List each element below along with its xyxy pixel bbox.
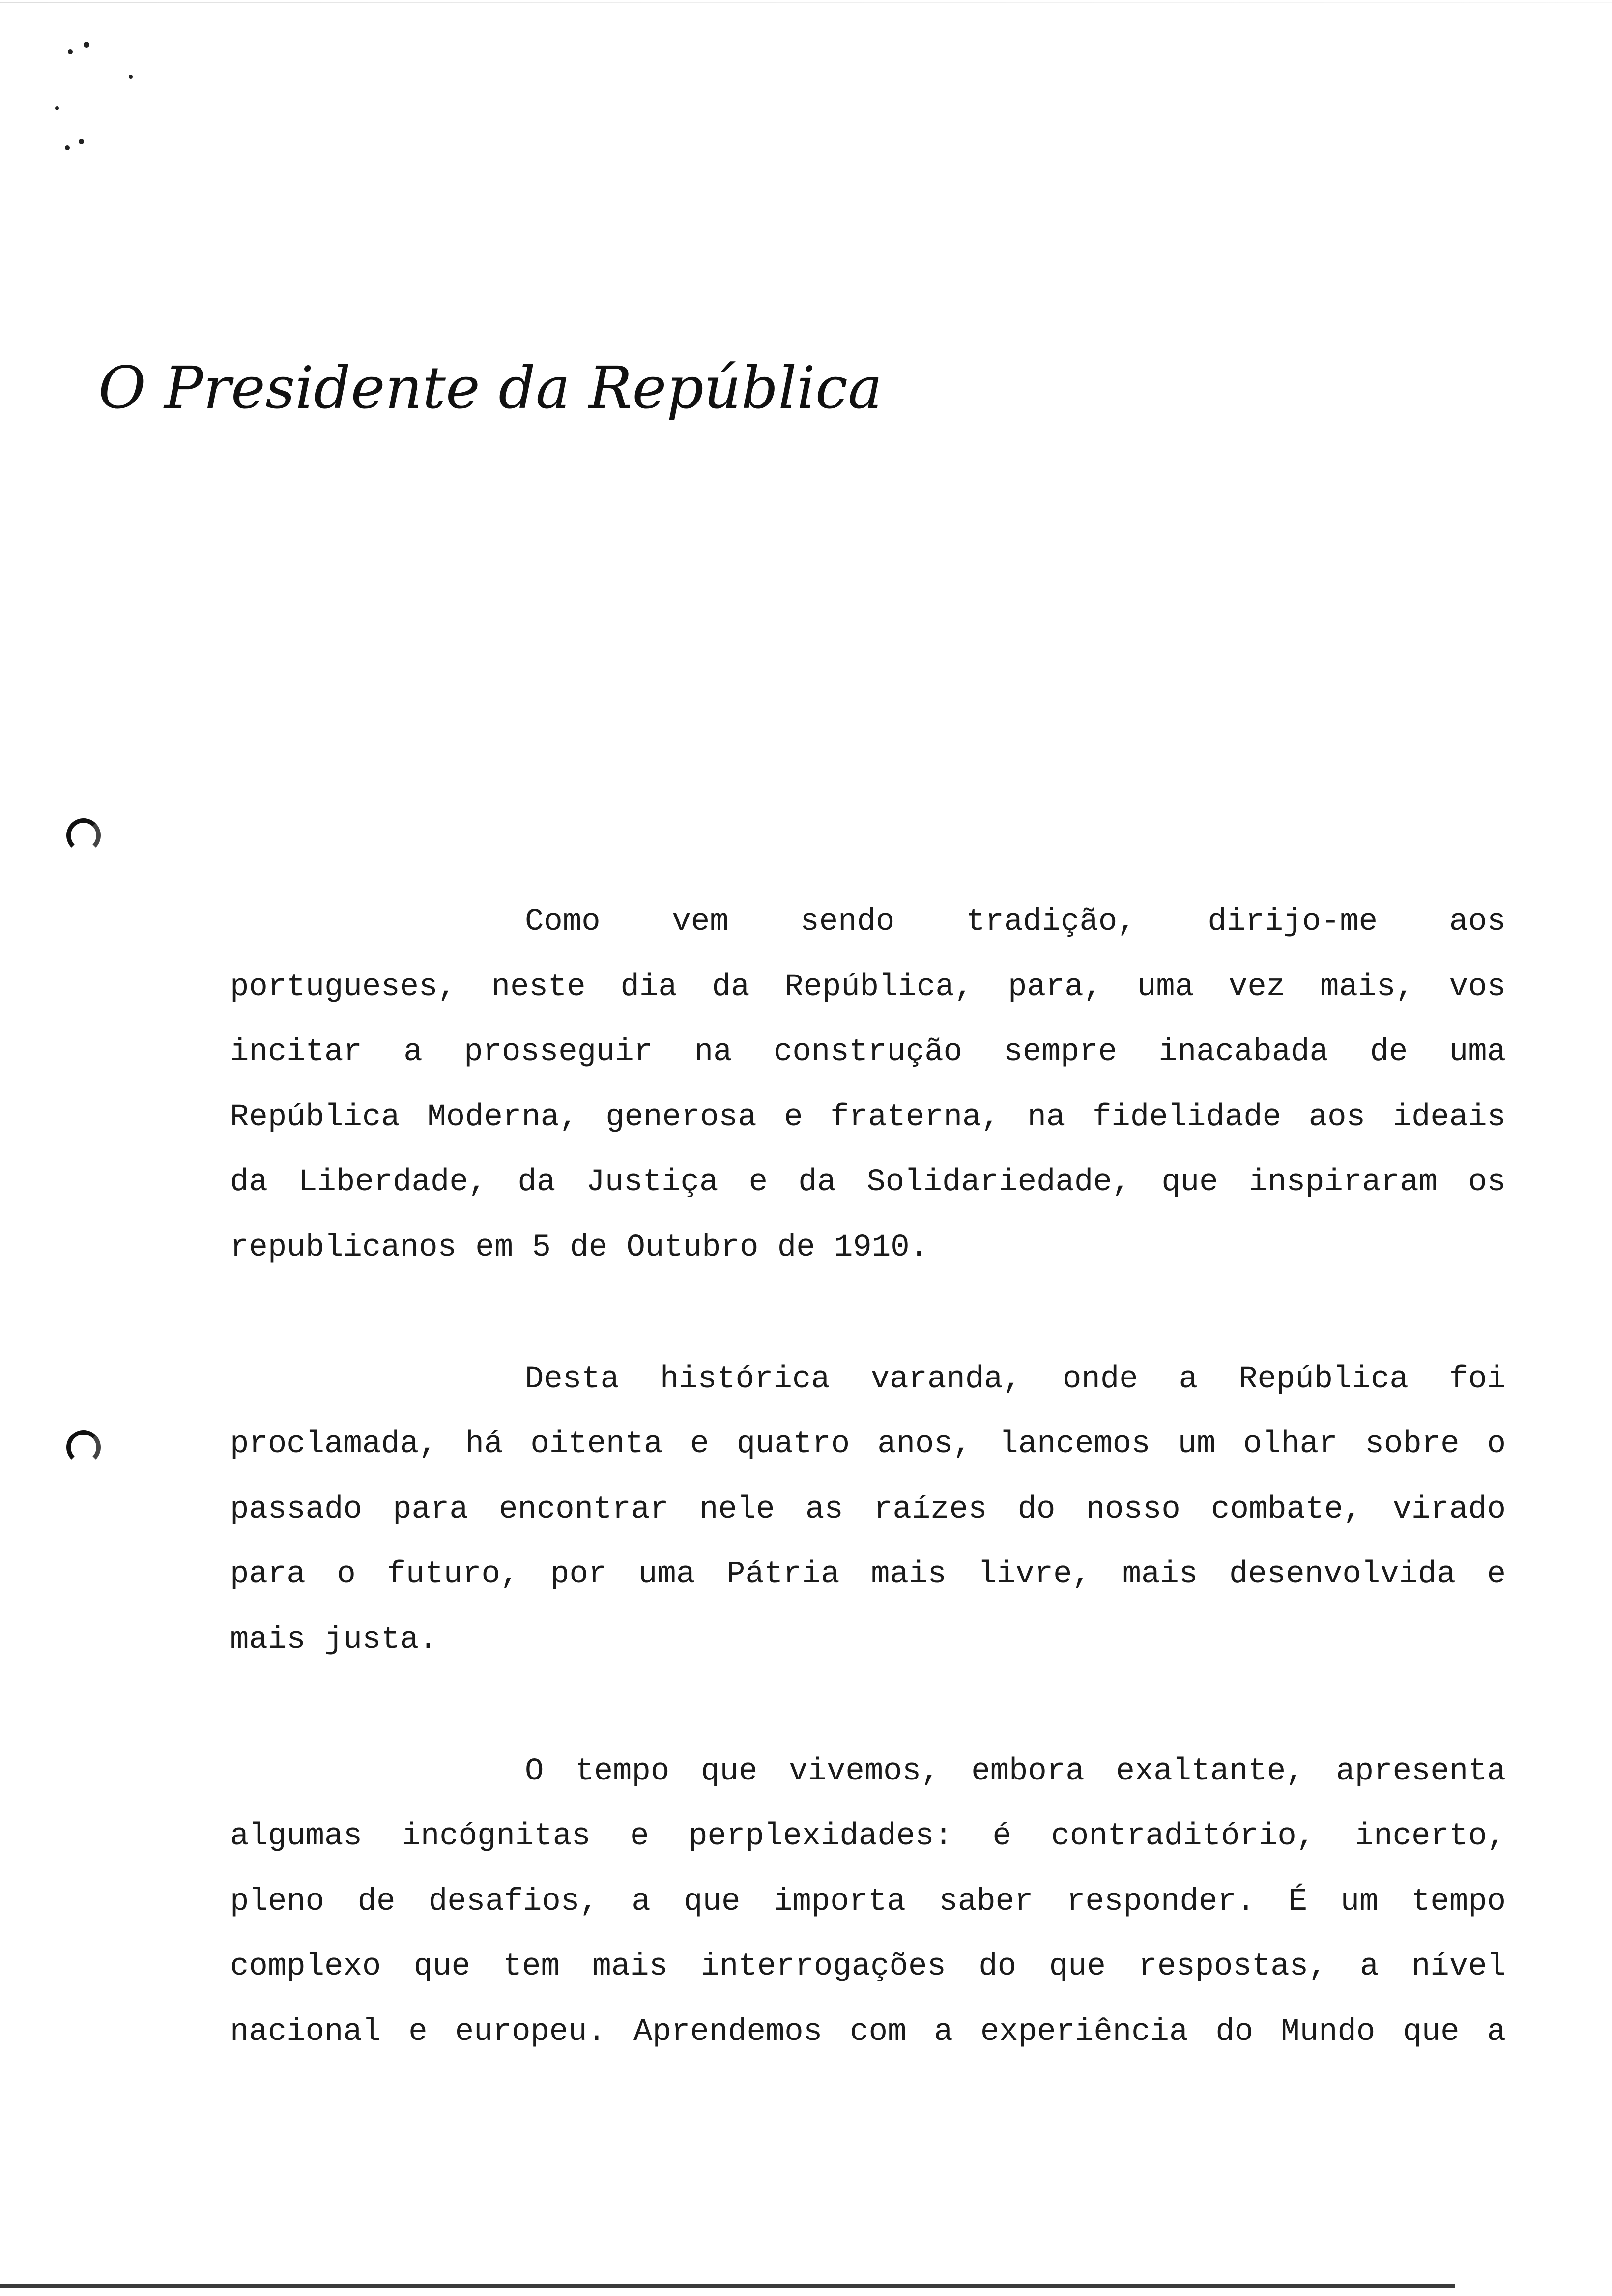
scan-edge-top	[0, 2, 1612, 3]
text-line: pleno de desafios, a que importa saber responder. É um tempo	[230, 1884, 1506, 1920]
scan-speck	[55, 106, 59, 110]
text-line: Desta histórica varanda, onde a República foi	[525, 1361, 1506, 1397]
punch-hole-middle	[66, 1430, 101, 1464]
text-line: nacional e europeu. Aprendemos com a experiência do Mundo que a	[230, 2014, 1506, 2050]
scan-speck	[68, 49, 73, 54]
letterhead-title: O Presidente da República	[98, 354, 883, 422]
paragraph-1	[230, 890, 1506, 1281]
text-line: República Moderna, generosa e fraterna, na fidelidade aos ideais	[230, 1099, 1506, 1135]
text-line: para o futuro, por uma Pátria mais livre, mais desenvolvida e	[230, 1557, 1506, 1593]
text-line: passado para encontrar nele as raízes do nosso combate, virado	[230, 1492, 1506, 1527]
scan-edge-bottom	[0, 2284, 1455, 2288]
text-line: Como vem sendo tradição, dirijo-me aos	[525, 904, 1506, 940]
letterhead	[93, 344, 883, 452]
text-line: algumas incógnitas e perplexidades: é contraditório, incerto,	[230, 1819, 1506, 1855]
paragraph-3	[230, 1739, 1506, 2065]
scan-speck	[129, 75, 133, 79]
letterhead-script	[93, 344, 883, 452]
text-line: complexo que tem mais interrogações do que respostas, a nível	[230, 1949, 1506, 1985]
text-line: mais justa.	[230, 1622, 438, 1658]
scan-speck	[65, 145, 70, 150]
text-line: portugueses, neste dia da República, para, uma vez mais, vos	[230, 969, 1506, 1005]
text-line: republicanos em 5 de Outubro de 1910.	[230, 1230, 929, 1265]
scan-speck	[79, 139, 84, 144]
text-line: proclamada, há oitenta e quatro anos, lancemos um olhar sobre o	[230, 1427, 1506, 1463]
letter-body	[230, 890, 1506, 2131]
punch-hole-top	[66, 818, 101, 853]
scan-speck	[84, 42, 89, 48]
text-line: incitar a prosseguir na construção sempre inacabada de uma	[230, 1034, 1506, 1070]
text-line: da Liberdade, da Justiça e da Solidariedade, que inspiraram os	[230, 1165, 1506, 1201]
paragraph-2	[230, 1347, 1506, 1673]
text-line: O tempo que vivemos, embora exaltante, apresenta	[525, 1753, 1506, 1789]
